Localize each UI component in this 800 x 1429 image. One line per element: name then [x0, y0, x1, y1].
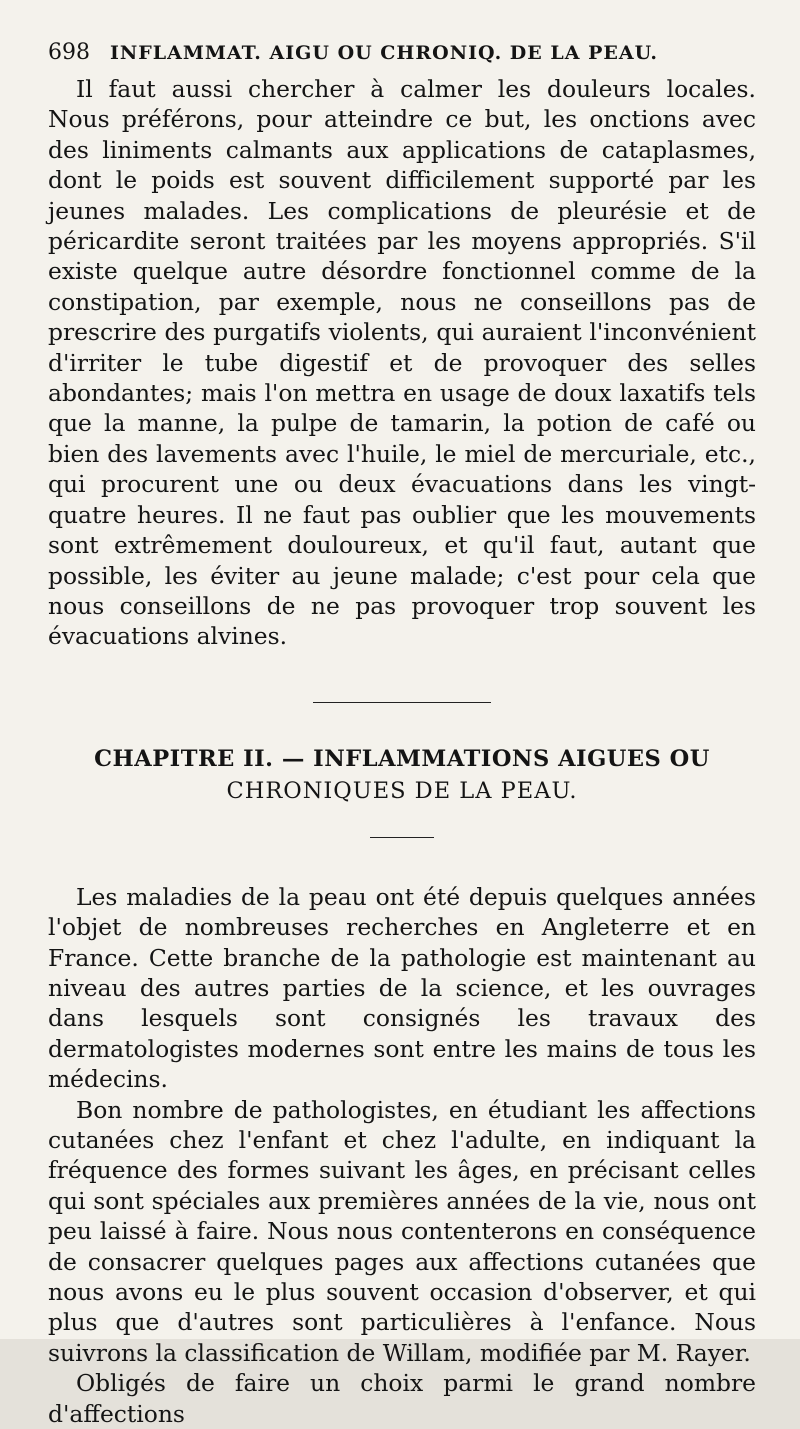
paragraph-treatment: Il faut aussi chercher à calmer les douleurs locales. Nous préférons, pour atteindre ce but, les onctions avec des liniments calmants aux applications de cataplasmes, dont le poids est souvent difficilement supporté par les jeunes malades. Les complications de pleurésie et de péricardite seront traitées par les moyens appropriés. S'il existe quelque autre désordre fonctionnel comme de la constipation, par exemple, nous ne conseillons pas de prescrire des purgatifs violents, qui auraient l'inconvénient d'irriter le tube digestif et de provoquer des selles abondantes; mais l'on mettra en usage de doux laxatifs tels que la manne, la pulpe de tamarin, la potion de café ou bien des lavements avec l'huile, le miel de mercuriale, etc., qui procurent une ou deux évacuations dans les vingt-quatre heures. Il ne faut pas oublier que les mouvements sont extrêmement douloureux, et qu'il faut, autant que possible, les éviter au jeune malade; c'est pour cela que nous conseillons de ne pas provoquer trop souvent les évacuations alvines.: [48, 75, 756, 651]
running-head: [48, 40, 756, 74]
section-divider: [313, 702, 491, 703]
paragraph-intro: Les maladies de la peau ont été depuis quelques années l'objet de nombreuses recherches en Angleterre et en France. Cette branche de la pathologie est maintenant au niveau des autres parties de la science, et les ouvrages dans lesquels sont consignés les travaux des dermatologistes modernes sont entre les mains de tous les médecins.: [48, 882, 756, 1094]
chapter-title-line-1: CHAPITRE II. — INFLAMMATIONS AIGUES OU: [94, 745, 710, 772]
chapter-divider: [370, 837, 434, 838]
chapter-heading: [48, 743, 756, 807]
chapter-title-line-2: CHRONIQUES DE LA PEAU.: [226, 777, 578, 804]
paragraph-pathologists: Bon nombre de pathologistes, en étudiant les affections cutanées chez l'enfant et chez l'adulte, en indiquant la fréquence des formes suivant les âges, en précisant celles qui sont spéciales aux premières années de la vie, nous ont peu laissé à faire. Nous nous contenterons en conséquence de consacrer quelques pages aux affections cutanées que nous avons eu le plus souvent occasion d'observer, et qui plus que d'autres sont particulières à l'enfance. Nous suivrons la classification de Willam, modifiée par M. Rayer.: [48, 1095, 756, 1367]
page-number: 698: [48, 40, 90, 65]
running-title: INFLAMMAT. AIGU OU CHRONIQ. DE LA PEAU.: [110, 42, 659, 64]
paragraph-choice: Obligés de faire un choix parmi le grand nombre d'affections: [48, 1369, 756, 1428]
